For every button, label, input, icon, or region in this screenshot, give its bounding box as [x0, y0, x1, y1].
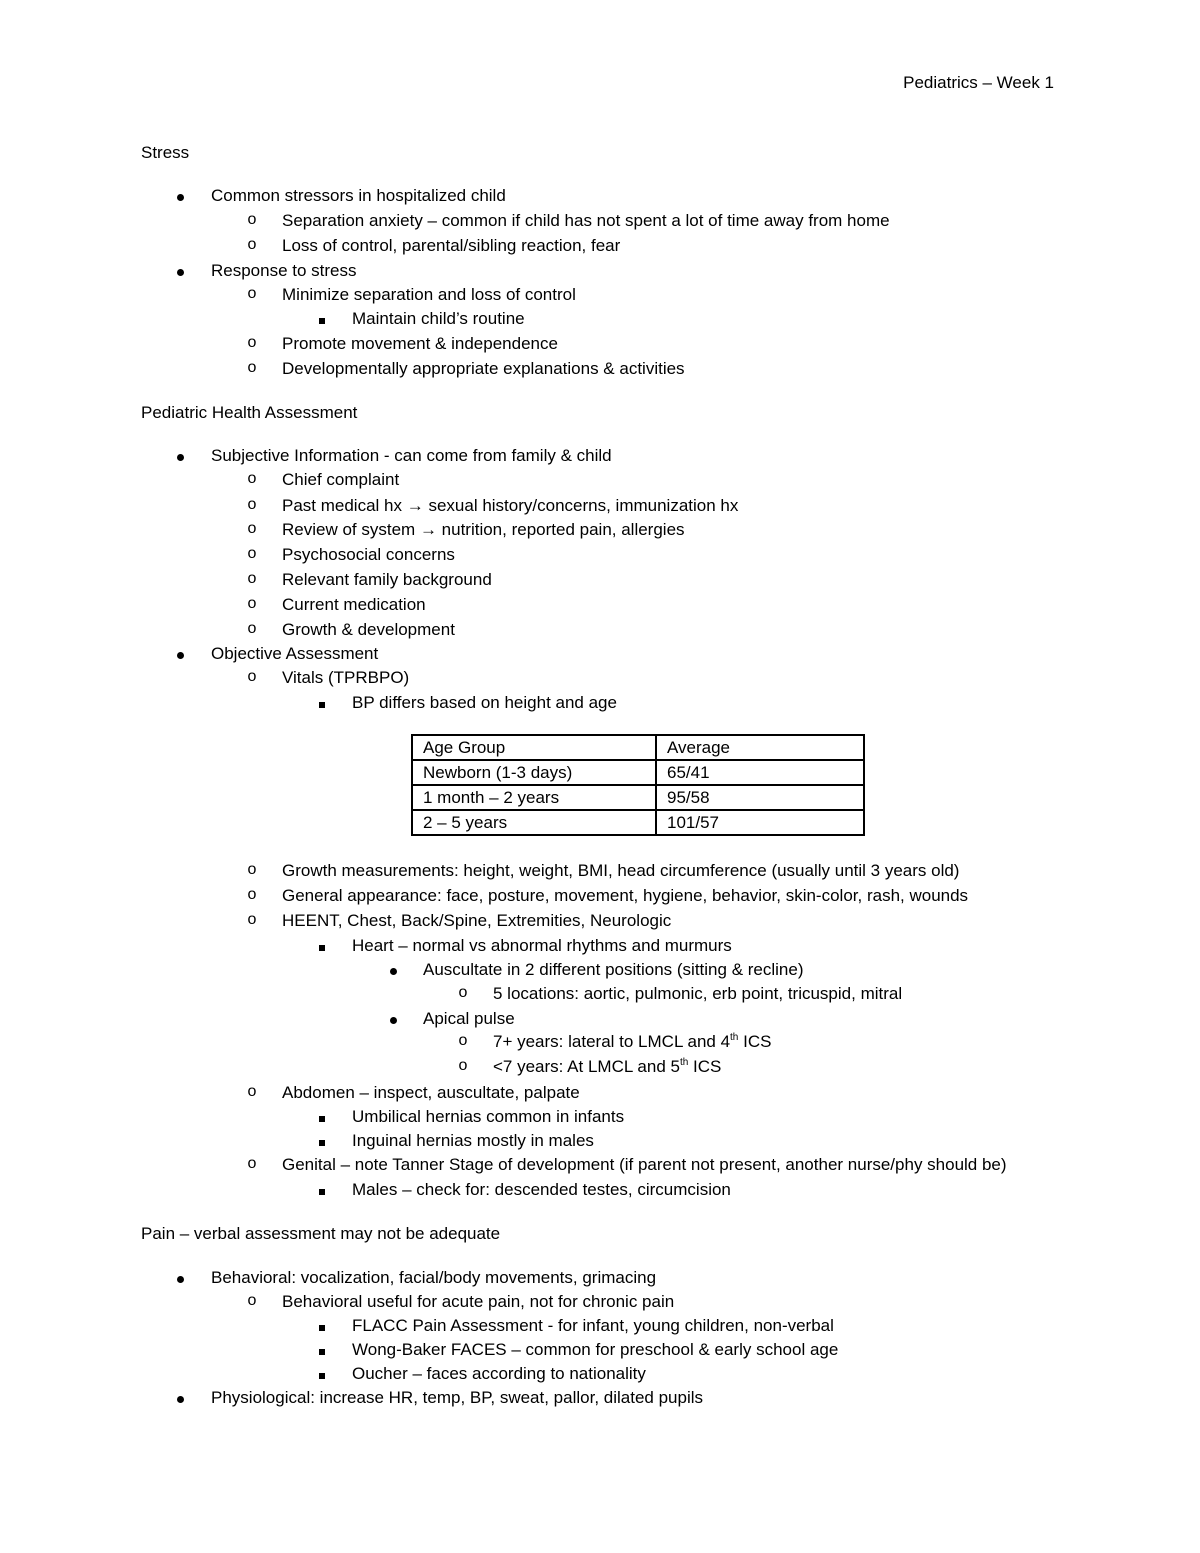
list-item: Abdomen – inspect, auscultate, palpate [282, 1083, 580, 1102]
list-item: Growth measurements: height, weight, BMI, head circumference (usually until 3 years old) [282, 861, 960, 880]
list-item: BP differs based on height and age [352, 693, 617, 712]
table-cell: Newborn (1-3 days) [412, 760, 656, 785]
list-item: Current medication [282, 595, 426, 614]
bullet-square [312, 693, 332, 713]
list-item: 5 locations: aortic, pulmonic, erb point, tricuspid, mitral [493, 984, 903, 1003]
bullet-circle: o [247, 211, 257, 228]
list-item: Oucher – faces according to nationality [352, 1364, 646, 1383]
bullet-dot [170, 1388, 190, 1408]
list-item: Apical pulse [423, 1009, 515, 1028]
bullet-dot [170, 446, 190, 466]
arrow-right-icon: → [419, 520, 437, 539]
list-item: Loss of control, parental/sibling reaction, fear [282, 236, 621, 255]
list-item: Auscultate in 2 different positions (sitting & recline) [423, 960, 804, 979]
bullet-square [312, 1364, 332, 1384]
list-item: Umbilical hernias common in infants [352, 1107, 625, 1126]
list-item: Growth & development [282, 620, 455, 639]
list-item: Relevant family background [282, 570, 492, 589]
table-cell: 1 month – 2 years [412, 785, 656, 810]
bullet-dot [170, 261, 190, 281]
bullet-circle: o [247, 285, 257, 302]
table-cell: 65/41 [656, 760, 864, 785]
bullet-circle: o [247, 620, 257, 637]
bullet-dot [170, 186, 190, 206]
bullet-dot [383, 1009, 403, 1029]
table-row [412, 785, 864, 810]
bullet-square [312, 309, 332, 329]
section-heading-pain: Pain – verbal assessment may not be adequate [141, 1224, 501, 1243]
list-item: Psychosocial concerns [282, 545, 455, 564]
bullet-circle: o [247, 570, 257, 587]
bullet-circle: o [247, 1155, 257, 1172]
list-item: <7 years: At LMCL and 5th ICS [493, 1057, 722, 1076]
table-cell: 101/57 [656, 810, 864, 835]
list-item: Heart – normal vs abnormal rhythms and murmurs [352, 936, 732, 955]
bullet-square [312, 1131, 332, 1151]
list-item: Genital – note Tanner Stage of development (if parent not present, another nurse/phy should be) [282, 1155, 1007, 1174]
list-item: Physiological: increase HR, temp, BP, sweat, pallor, dilated pupils [211, 1388, 703, 1407]
list-item: Minimize separation and loss of control [282, 285, 576, 304]
list-item: Chief complaint [282, 470, 400, 489]
bullet-circle: o [247, 911, 257, 928]
bullet-circle: o [247, 520, 257, 537]
bullet-dot [170, 644, 190, 664]
bullet-circle: o [247, 668, 257, 685]
bullet-circle: o [247, 861, 257, 878]
bullet-circle: o [247, 359, 257, 376]
bullet-square [312, 1316, 332, 1336]
bullet-circle: o [247, 595, 257, 612]
list-item: FLACC Pain Assessment - for infant, young children, non-verbal [352, 1316, 834, 1335]
list-item: General appearance: face, posture, movement, hygiene, behavior, skin-color, rash, wounds [282, 886, 969, 905]
table-header-cell: Average [656, 735, 864, 760]
list-item: Males – check for: descended testes, circumcision [352, 1180, 731, 1199]
bp-table [411, 734, 865, 836]
page-header: Pediatrics – Week 1 [903, 73, 1054, 92]
list-item: Promote movement & independence [282, 334, 558, 353]
list-item: Objective Assessment [211, 644, 379, 663]
bullet-square [312, 936, 332, 956]
list-item: Review of system → nutrition, reported pain, allergies [282, 520, 685, 539]
list-item: Common stressors in hospitalized child [211, 186, 506, 205]
bullet-dot [383, 960, 403, 980]
list-item: Past medical hx → sexual history/concerns, immunization hx [282, 496, 739, 515]
table-cell: 2 – 5 years [412, 810, 656, 835]
table-cell: 95/58 [656, 785, 864, 810]
section-heading-assessment: Pediatric Health Assessment [141, 403, 358, 422]
list-item: Behavioral: vocalization, facial/body movements, grimacing [211, 1268, 657, 1287]
table-row [412, 810, 864, 835]
bullet-circle: o [458, 1057, 468, 1074]
list-item: 7+ years: lateral to LMCL and 4th ICS [493, 1032, 772, 1051]
list-item: Inguinal hernias mostly in males [352, 1131, 594, 1150]
list-item: HEENT, Chest, Back/Spine, Extremities, Neurologic [282, 911, 672, 930]
bullet-circle: o [247, 470, 257, 487]
bullet-square [312, 1107, 332, 1127]
list-item: Maintain child’s routine [352, 309, 525, 328]
bullet-circle: o [458, 984, 468, 1001]
list-item: Vitals (TPRBPO) [282, 668, 410, 687]
list-item: Subjective Information - can come from family & child [211, 446, 612, 465]
arrow-right-icon: → [406, 496, 424, 515]
list-item: Developmentally appropriate explanations & activities [282, 359, 685, 378]
bullet-circle: o [247, 545, 257, 562]
bullet-circle: o [247, 236, 257, 253]
list-item: Response to stress [211, 261, 357, 280]
section-heading-stress: Stress [141, 143, 190, 162]
bullet-square [312, 1180, 332, 1200]
bullet-circle: o [247, 886, 257, 903]
bullet-square [312, 1340, 332, 1360]
list-item: Wong-Baker FACES – common for preschool & early school age [352, 1340, 839, 1359]
table-header-cell: Age Group [412, 735, 656, 760]
bullet-circle: o [247, 1083, 257, 1100]
bullet-circle: o [247, 1292, 257, 1309]
table-row [412, 760, 864, 785]
bullet-dot [170, 1268, 190, 1288]
bullet-circle: o [247, 496, 257, 513]
table-header-row [412, 735, 864, 760]
list-item: Behavioral useful for acute pain, not for chronic pain [282, 1292, 675, 1311]
bullet-circle: o [458, 1032, 468, 1049]
list-item: Separation anxiety – common if child has not spent a lot of time away from home [282, 211, 890, 230]
bullet-circle: o [247, 334, 257, 351]
